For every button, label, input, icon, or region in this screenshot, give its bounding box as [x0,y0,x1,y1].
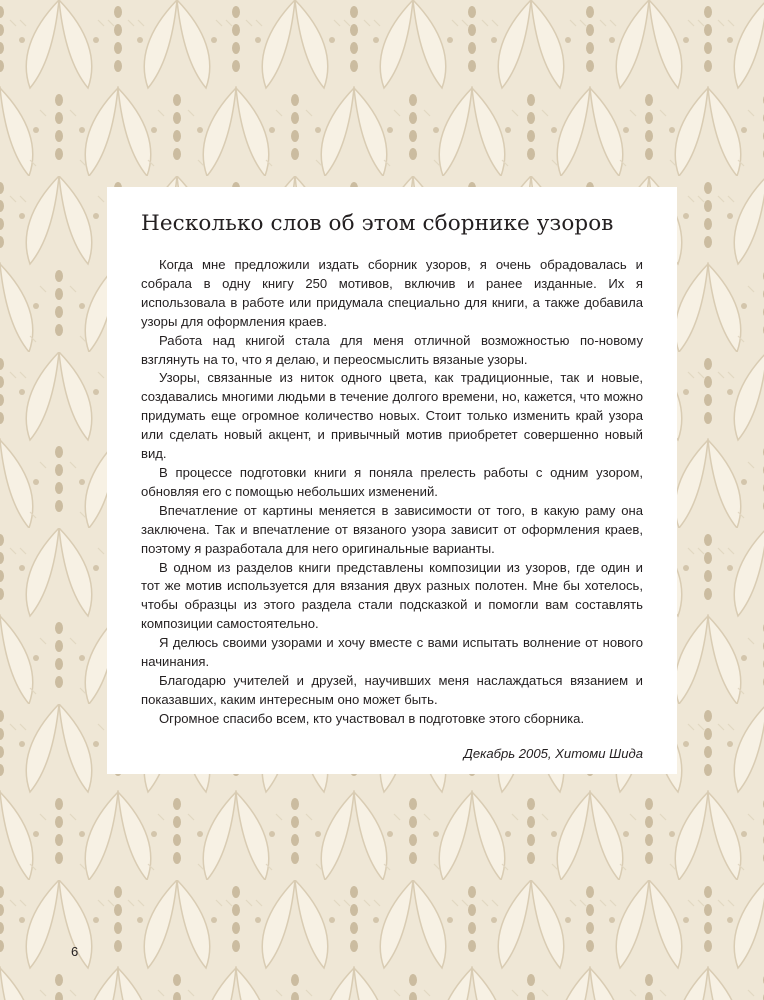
paragraph: В процессе подготовки книги я поняла прелесть работы с одним узором, обновляя его с помощью небольших изменений. [141,464,643,499]
text-panel [107,187,677,774]
body-text [141,256,643,729]
paragraph: Узоры, связанные из ниток одного цвета, как традиционные, так и новые, создавались многими людьми в течение долгого времени, но, кажется, что можно придумать еще огромное количество новых. Стоит только изменить край узора или сделать новый акцент, и привычный мотив приобретет совершенно новый вид. [141,370,643,462]
paragraph: Работа над книгой стала для меня отличной возможностью по-новому взглянуть на то, что я делаю, и переосмыслить вязаные узоры. [141,332,643,367]
signature: Декабрь 2005, Хитоми Шида [463,745,643,761]
paragraph: В одном из разделов книги представлены композиции из узоров, где один и тот же мотив используется для вязания двух разных полотен. Мне бы хотелось, чтобы образцы из этого раздела стали подсказкой и помогли вам составлять композиции самостоятельно. [141,559,643,632]
paragraph: Впечатление от картины меняется в зависимости от того, в какую раму она заключена. Так и впечатление от вязаного узора зависит от оформления краев, поэтому я разработала для него оригинальные варианты. [141,502,643,556]
page-number: 6 [71,944,79,959]
page-title: Несколько слов об этом сборнике узоров [141,211,614,236]
paragraph: Когда мне предложили издать сборник узоров, я очень обрадовалась и собрала в одну книгу 250 мотивов, включив и ранее изданные. Их я использовала в работе или придумала специально для книги, а также добавила узоры для оформления краев. [141,257,643,329]
paragraph: Я делюсь своими узорами и хочу вместе с вами испытать волнение от нового начинания. [141,635,643,670]
paragraph: Благодарю учителей и друзей, научивших меня наслаждаться вязанием и показавших, каким интересным оно может быть. [141,672,643,707]
paragraph: Огромное спасибо всем, кто участвовал в подготовке этого сборника. [159,710,585,726]
